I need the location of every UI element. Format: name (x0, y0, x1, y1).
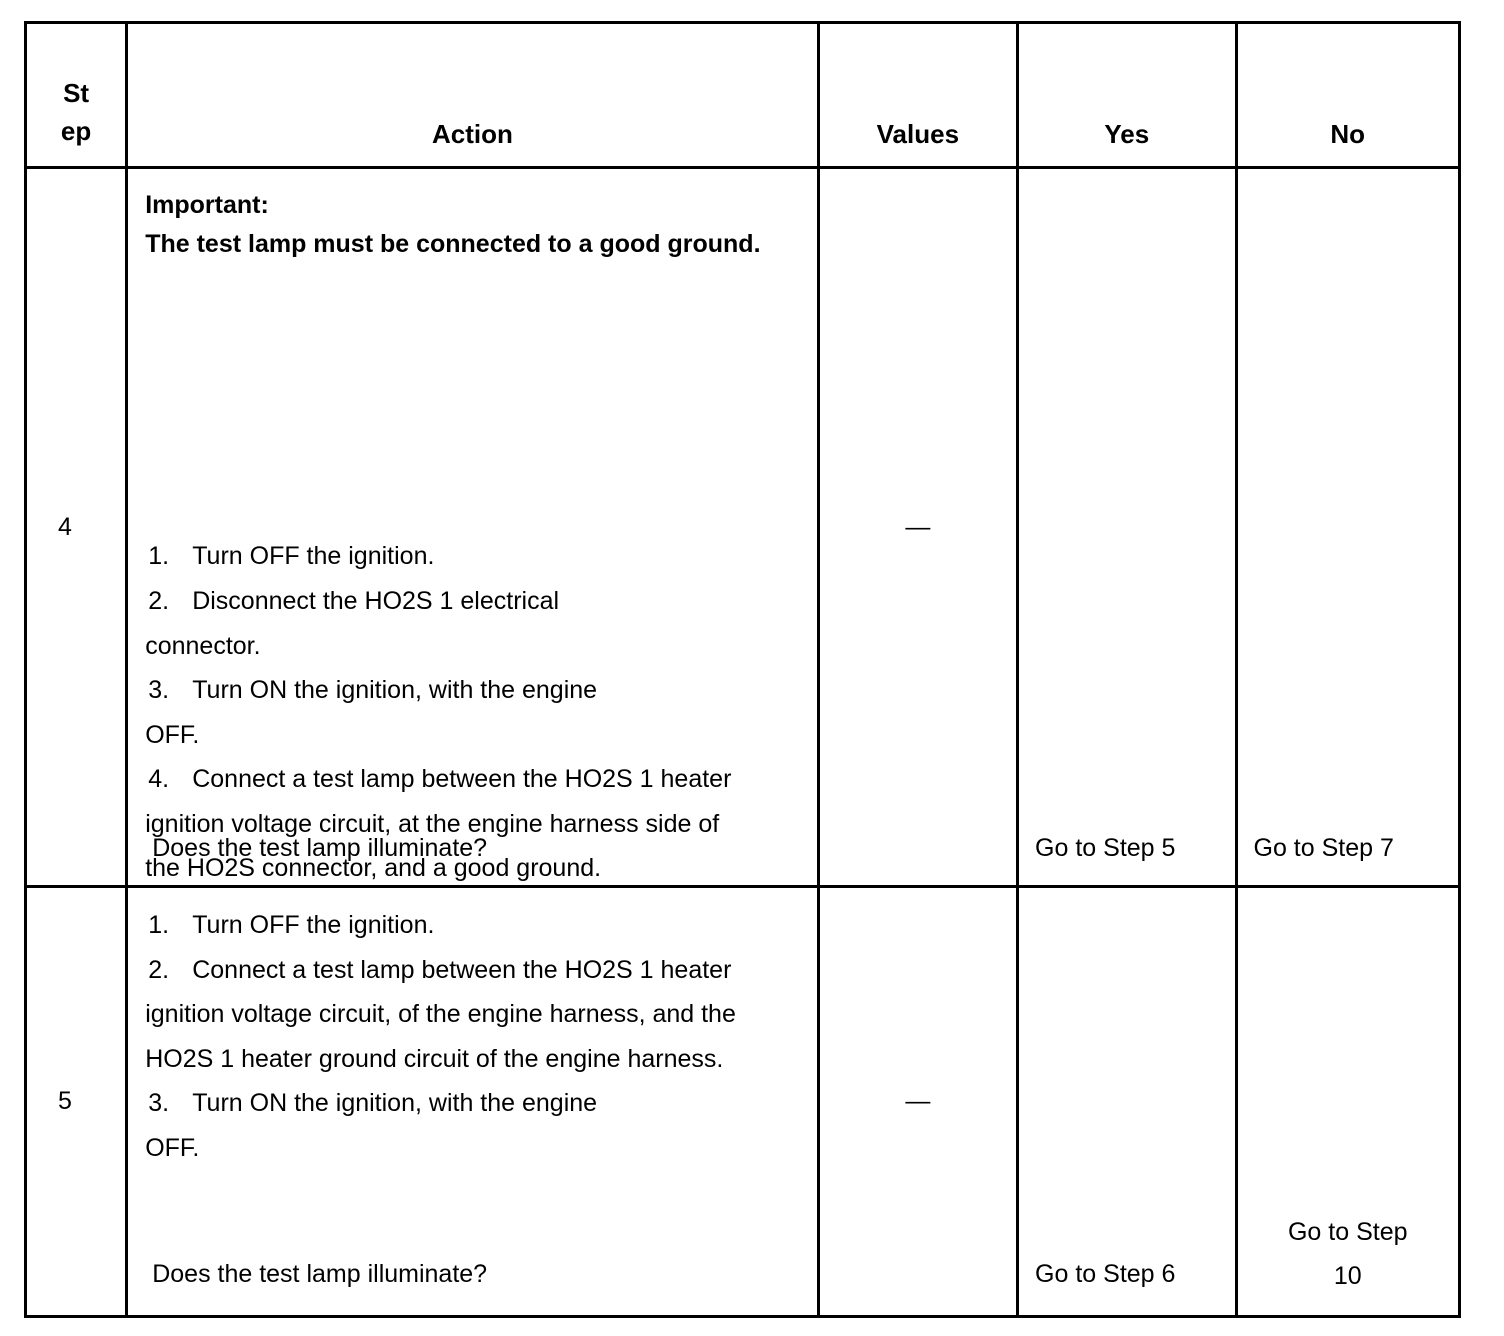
step-number: 5 (26, 886, 127, 1316)
list-item (145, 903, 785, 948)
question-text: Does the test lamp illuminate? (152, 834, 488, 863)
step-item-text: Connect a test lamp between the HO2S 1 heater ignition voltage circuit, at the engine harness side of the HO2S connector, and a good ground. (145, 765, 732, 883)
header-no: No (1236, 23, 1460, 168)
step-item-number: 1. (148, 910, 170, 939)
no-cell (1236, 168, 1460, 887)
header-step (26, 23, 127, 168)
step-item-number: 3. (148, 676, 170, 705)
step-item-text: Turn ON the ignition, with the engine OFF. (145, 1089, 598, 1162)
yes-action: Go to Step 5 (1035, 834, 1176, 863)
step-item-text: Turn ON the ignition, with the engine OFF. (145, 676, 598, 749)
no-cell (1236, 886, 1460, 1316)
step-item-text: Connect a test lamp between the HO2S 1 heater ignition voltage circuit, of the engine harness, and the HO2S 1 heater ground circuit of the engine harness. (145, 955, 736, 1073)
values-cell: — (818, 886, 1017, 1316)
list-item (145, 1081, 655, 1170)
header-step-line-1: St (63, 78, 90, 109)
header-action: Action (127, 23, 818, 168)
action-cell (127, 168, 818, 887)
values-cell: — (818, 168, 1017, 887)
diagnostic-table (24, 21, 1461, 1318)
step-number: 4 (26, 168, 127, 887)
action-steps (145, 903, 785, 1171)
important-text: The test lamp must be connected to a good ground. (145, 230, 761, 259)
step-item-number: 3. (148, 1089, 170, 1118)
list-item (145, 948, 760, 1082)
no-action: Go to Step 7 (1253, 834, 1394, 863)
question-text: Does the test lamp illuminate? (152, 1259, 488, 1288)
no-action (1238, 1210, 1459, 1298)
header-values: Values (818, 23, 1017, 168)
step-item-number: 1. (148, 542, 170, 571)
list-item (145, 668, 655, 757)
no-action-line-1: Go to Step (1287, 1217, 1408, 1246)
step-item-text: Turn OFF the ignition. (192, 542, 435, 571)
list-item (145, 579, 615, 668)
list-item (145, 757, 750, 891)
header-row (26, 23, 1460, 168)
no-action-line-2: 10 (1333, 1261, 1362, 1290)
step-item-text: Disconnect the HO2S 1 electrical connector. (145, 586, 560, 660)
important-label: Important: (145, 191, 269, 220)
step-item-number: 2. (148, 955, 170, 984)
table-row-step-5 (26, 886, 1460, 1316)
yes-action: Go to Step 6 (1035, 1259, 1176, 1288)
yes-cell (1018, 168, 1236, 887)
step-item-text: Turn OFF the ignition. (192, 910, 435, 939)
header-step-line-2: ep (60, 116, 92, 147)
yes-cell (1018, 886, 1236, 1316)
list-item (145, 534, 785, 579)
table-row-step-4 (26, 168, 1460, 887)
header-yes: Yes (1018, 23, 1236, 168)
step-item-number: 4. (148, 765, 170, 794)
important-note (145, 186, 785, 264)
action-cell (127, 886, 818, 1316)
step-item-number: 2. (148, 586, 170, 615)
